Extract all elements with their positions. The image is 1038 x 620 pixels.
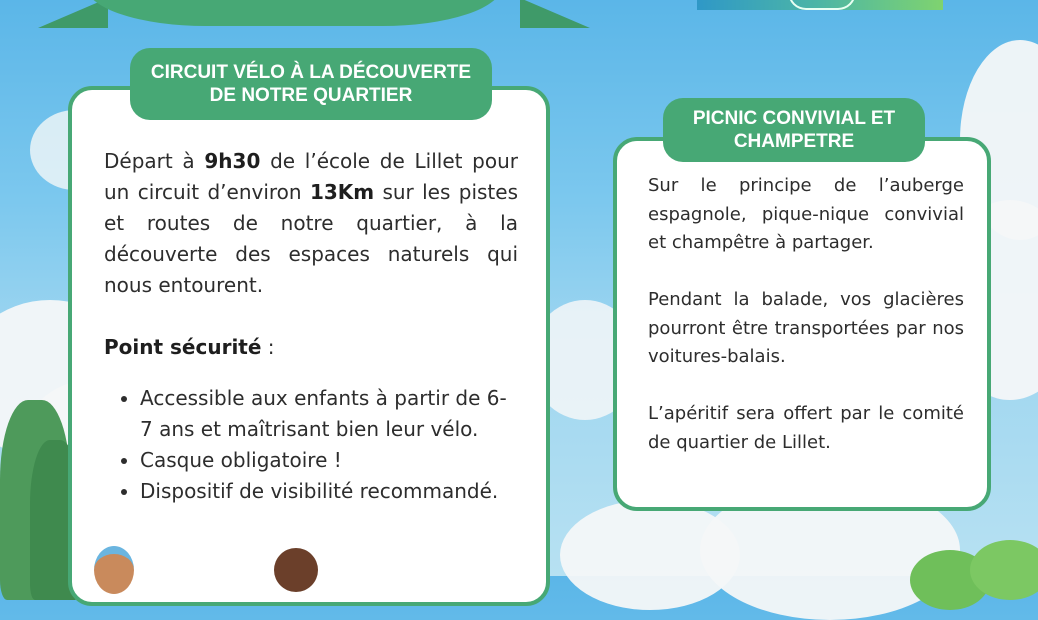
picnic-paragraph: Pendant la balade, vos glacières pourront être transportées par nos voitures-balais. xyxy=(648,289,964,367)
list-item: • Accessible aux enfants à partir de 6-7 ans et maîtrisant bien leur vélo. xyxy=(140,383,518,445)
safety-heading xyxy=(104,332,518,363)
list-item: • Dispositif de visibilité recommandé. xyxy=(140,476,518,507)
intro-part3: sur les pistes et routes de notre quartier, à la découverte des espaces naturels qui nous entourent. xyxy=(104,180,518,297)
picnic-text xyxy=(648,172,964,486)
intro-time: 9h30 xyxy=(204,149,261,173)
bike-tour-intro xyxy=(104,146,518,301)
safety-label: Point sécurité xyxy=(104,335,262,359)
ribbon-tail-left xyxy=(38,0,108,28)
safety-suffix: : xyxy=(261,335,275,359)
child-illustration-1 xyxy=(94,546,134,594)
ribbon-tail-right xyxy=(520,0,590,28)
cloud-bottom-2 xyxy=(560,500,740,610)
bike-tour-badge-line2: DE NOTRE QUARTIER xyxy=(209,85,413,106)
bike-tour-badge-line1: CIRCUIT VÉLO À LA DÉCOUVERTE xyxy=(150,62,472,83)
picnic-badge: PICNIC CONVIVIAL ET CHAMPETRE xyxy=(663,98,925,162)
ribbon xyxy=(86,0,502,26)
intro-part2: de l’école de Lillet pour un circuit d’environ xyxy=(104,149,518,204)
bike-tour-text xyxy=(104,146,518,507)
list-item: • Casque obligatoire ! xyxy=(140,445,518,476)
intro-distance: 13Km xyxy=(309,180,375,204)
safety-list xyxy=(104,383,518,507)
picnic-paragraph: Sur le principe de l’auberge espagnole, pique-nique convivial et champêtre à partager. xyxy=(648,175,964,253)
picnic-paragraph: L’apéritif sera offert par le comité de quartier de Lillet. xyxy=(648,403,964,453)
bike-tour-badge xyxy=(130,48,492,120)
child-illustration-2 xyxy=(274,548,318,592)
intro-part1: Départ à xyxy=(104,149,205,173)
